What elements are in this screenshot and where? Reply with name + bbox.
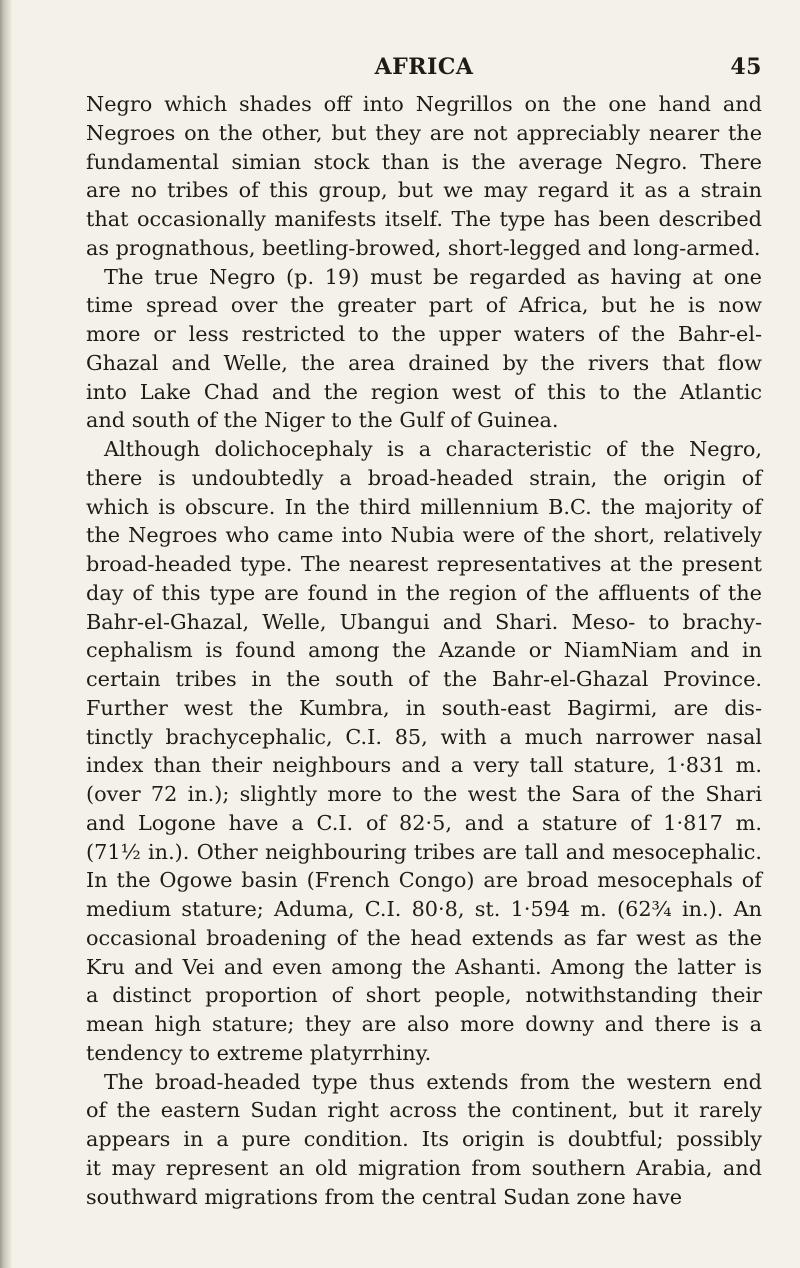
paragraph	[86, 435, 762, 1068]
text-line: The true Negro (p. 19) must be regarded as having at one	[104, 264, 762, 289]
paragraph	[86, 263, 762, 436]
text-line: southward migrations from the central Sudan zone have	[86, 1184, 683, 1209]
paragraph	[86, 90, 762, 263]
text-line: which is obscure. In the third millennium B.C. the majority of	[86, 494, 762, 519]
text-line: tendency to extreme platyrrhiny.	[86, 1040, 432, 1065]
text-line: Although dolichocephaly is a characteristic of the Negro,	[104, 437, 762, 461]
text-line: appears in a pure condition. Its origin is doubtful; possibly	[86, 1127, 762, 1151]
text-line: Further west the Kumbra, in south-east Bagirmi, are dis-	[86, 695, 762, 720]
running-header	[86, 54, 762, 88]
text-line: cephalism is found among the Azande or NiamNiam and in	[86, 638, 762, 663]
text-line: occasional broadening of the head extends as far west as the	[86, 925, 762, 950]
text-line: Bahr-el-Ghazal, Welle, Ubangui and Shari. Meso- to brachy-	[86, 609, 762, 634]
text-line: Ghazal and Welle, the area drained by the rivers that flow	[86, 350, 762, 375]
text-line: Kru and Vei and even among the Ashanti. Among the latter is	[86, 954, 762, 979]
page-number: 45	[730, 54, 762, 80]
text-line: certain tribes in the south of the Bahr-el-Ghazal Province.	[86, 667, 762, 691]
text-line: are no tribes of this group, but we may regard it as a strain	[86, 178, 762, 203]
text-line: Negro which shades off into Negrillos on the one hand and	[86, 92, 762, 116]
text-line: tinctly brachycephalic, C.I. 85, with a much narrower nasal	[86, 724, 762, 749]
text-line: index than their neighbours and a very tall stature, 1·831 m.	[86, 753, 762, 778]
text-line: a distinct proportion of short people, notwithstanding their	[86, 983, 762, 1008]
paragraph	[86, 1068, 762, 1212]
text-line: there is undoubtedly a broad-headed strain, the origin of	[86, 465, 762, 490]
text-line: that occasionally manifests itself. The type has been described	[86, 207, 762, 231]
text-line: more or less restricted to the upper waters of the Bahr-el-	[86, 322, 762, 346]
book-spine-edge	[0, 0, 12, 1268]
body-text	[86, 90, 762, 1211]
book-page	[86, 54, 762, 1211]
text-line: broad-headed type. The nearest representatives at the present	[86, 552, 762, 576]
text-line: medium stature; Aduma, C.I. 80·8, st. 1·594 m. (62¾ in.). An	[86, 897, 762, 921]
text-line: fundamental simian stock than is the average Negro. There	[86, 149, 762, 174]
chapter-title: AFRICA	[374, 54, 474, 80]
text-line: (over 72 in.); slightly more to the west the Sara of the Shari	[86, 782, 762, 806]
text-line: Negroes on the other, but they are not appreciably nearer the	[86, 120, 762, 145]
text-line: and Logone have a C.I. of 82·5, and a stature of 1·817 m.	[86, 810, 762, 835]
text-line: time spread over the greater part of Africa, but he is now	[86, 293, 762, 318]
text-line: (71½ in.). Other neighbouring tribes are tall and mesocephalic.	[86, 839, 762, 864]
text-line: The broad-headed type thus extends from the western end	[104, 1069, 762, 1094]
text-line: and south of the Niger to the Gulf of Guinea.	[86, 408, 559, 433]
text-line: of the eastern Sudan right across the continent, but it rarely	[86, 1098, 762, 1123]
text-line: day of this type are found in the region of the affluents of the	[86, 580, 762, 605]
text-line: it may represent an old migration from southern Arabia, and	[86, 1155, 762, 1180]
text-line: as prognathous, beetling-browed, short-legged and long-armed.	[86, 235, 761, 260]
text-line: the Negroes who came into Nubia were of the short, relatively	[86, 523, 762, 548]
text-line: mean high stature; they are also more downy and there is a	[86, 1012, 762, 1036]
text-line: In the Ogowe basin (French Congo) are broad mesocephals of	[86, 868, 762, 893]
text-line: into Lake Chad and the region west of this to the Atlantic	[86, 379, 762, 404]
